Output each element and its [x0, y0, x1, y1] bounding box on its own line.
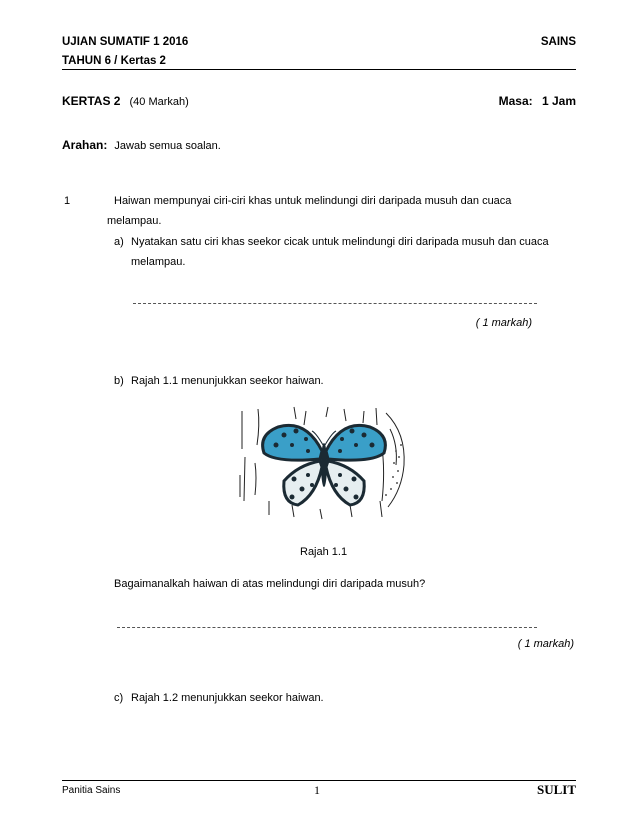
figure-butterfly-on-bark: [236, 405, 412, 521]
instruction-label: Arahan:: [62, 138, 108, 152]
page-number: 1: [314, 783, 320, 797]
paper-time-value: 1 Jam: [541, 94, 576, 108]
paper-title: KERTAS 2: [62, 94, 121, 108]
footer-left: Panitia Sains: [62, 785, 121, 796]
part-a-line2: melampau.: [131, 256, 186, 268]
part-b-marks: ( 1 markah): [517, 638, 574, 650]
header-year-paper: TAHUN 6 / Kertas 2: [62, 55, 166, 67]
part-a-label: a): [114, 236, 124, 248]
bark-dots: [385, 444, 402, 496]
instruction: [62, 138, 221, 152]
part-c-label: c): [114, 692, 124, 704]
question-number: 1: [64, 195, 71, 207]
instruction-text: Jawab semua soalan.: [114, 140, 221, 152]
header-subject: SAINS: [540, 36, 576, 48]
footer-rule: [62, 780, 576, 781]
paper-time-label: Masa:: [498, 94, 533, 108]
footer-sulit: SULIT: [536, 782, 576, 797]
question-stem-line1: Haiwan mempunyai ciri-ciri khas untuk melindungi diri daripada musuh dan cuaca: [114, 195, 512, 207]
figure-1-1-caption: Rajah 1.1: [300, 546, 348, 558]
part-a-line1: Nyatakan satu ciri khas seekor cicak untuk melindungi diri daripada musuh dan cuaca: [131, 236, 549, 248]
butterfly: [263, 425, 386, 505]
part-b-answer-line[interactable]: [117, 627, 537, 628]
header-rule: [62, 69, 576, 70]
part-b-question: Bagaimanalkah haiwan di atas melindungi diri daripada musuh?: [114, 578, 426, 590]
paper-info-row: [62, 94, 189, 108]
part-a-answer-line[interactable]: [133, 303, 537, 304]
part-b-label: b): [114, 375, 124, 387]
paper-marks: (40 Markah): [129, 96, 189, 108]
header-exam-title: UJIAN SUMATIF 1 2016: [62, 36, 189, 48]
paper-time: [499, 94, 576, 108]
part-b-intro: Rajah 1.1 menunjukkan seekor haiwan.: [131, 375, 324, 387]
part-c-intro: Rajah 1.2 menunjukkan seekor haiwan.: [131, 692, 324, 704]
question-stem-line2: melampau.: [107, 215, 162, 227]
part-a-marks: ( 1 markah): [475, 317, 532, 329]
